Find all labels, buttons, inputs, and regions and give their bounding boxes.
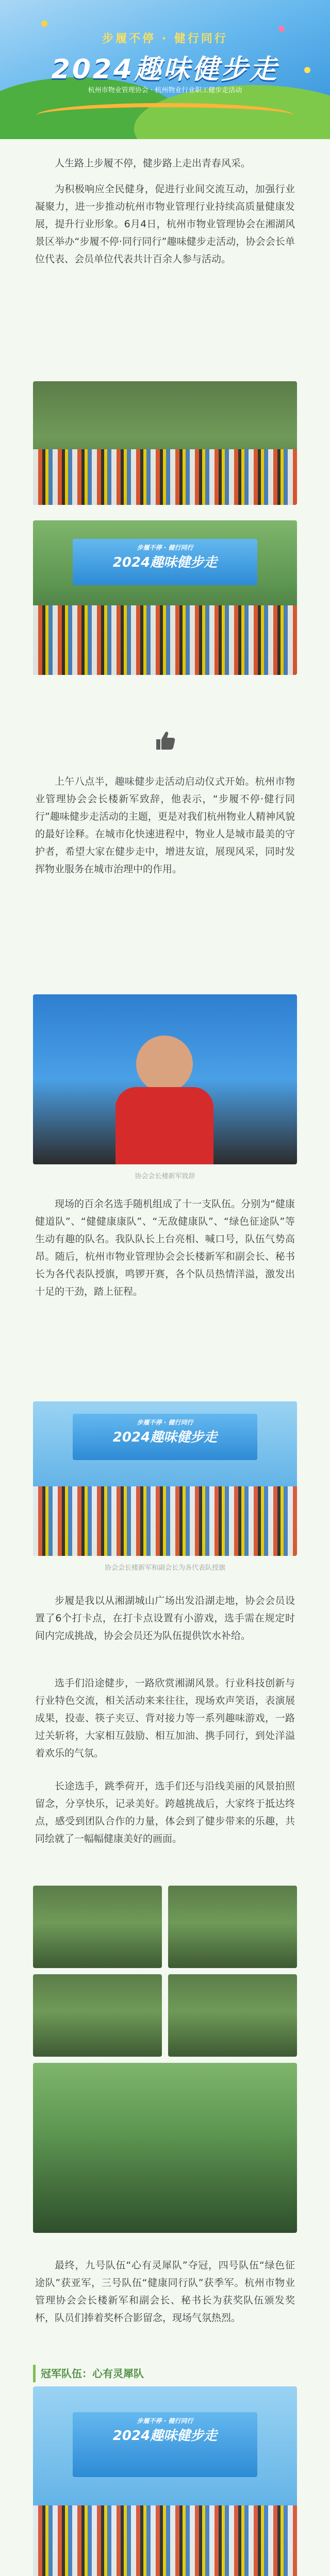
grid-photo <box>33 1974 162 2057</box>
banner-small-text: 步履不停 · 健行同行 <box>137 1419 193 1426</box>
paragraph: 最终，九号队伍“心有灵犀队”夺冠，四号队伍“绿色征途队”获亚军，三号队伍“健康同行队”获季军。杭州市物业管理协会会长楼新军和副会长、秘书长为获奖队伍颁发奖杯，队员们捧着奖杯合影留念，现场气氛热烈。 <box>35 2260 295 2324</box>
photo-stage-banner <box>33 520 297 675</box>
crowd-shape <box>33 449 297 505</box>
photo-grid <box>33 1886 297 2236</box>
hero-org: 杭州市物业管理协会 · 杭州物业行业职工健步走活动 <box>88 87 242 94</box>
paragraph: 选手们沿途健步，一路欣赏湘湖风景。行业科技创新与行业特色交流，相关活动来来往往，现场欢声笑语，表演展成果，投壶、筷子夹豆、背对接力等一系列趣味游戏，一路过关斩将，大家相互鼓励、相互加油、携手同行，到处洋溢着欢乐的气氛。 <box>35 1677 295 1759</box>
banner-small-text: 步履不停 · 健行同行 <box>137 544 193 551</box>
paragraph: 步履是我以从湘湖城山广场出发沿湖走地，协会会员设置了6个打卡点，在打卡点设置有小游戏，选手需在规定时间内完成挑战，协会会员还为队伍提供饮水补给。 <box>35 1595 295 1641</box>
photo-speaker <box>33 994 297 1164</box>
grid-photo <box>168 1886 297 1968</box>
banner-small-text: 步履不停 · 健行同行 <box>137 2417 193 2425</box>
photo-caption: 协会会长楼新军致辞 <box>135 1173 195 1180</box>
paragraph: 人生路上步履不停，健步路上走出青春风采。 <box>55 158 251 169</box>
stage-banner <box>73 539 257 585</box>
banner-big-text: 2024趣味健步走 <box>112 1430 218 1445</box>
award-section <box>33 2365 297 2576</box>
photo-group-steps <box>33 381 297 505</box>
paragraph: 上午八点半，趣味健步走活动启动仪式开始。杭州市物业管理协会会长楼新军致辞，他表示，“步履不停·健行同行”趣味健步走活动的主题，更是对我们杭州物业人精神风貌的最好诠释。在城市化快速进程中，物业人是城市最美的守护者，希望大家在健步走中，增进友谊，展现风采，同时发挥物业服务在城市治理中的作用。 <box>35 776 295 875</box>
track-shape <box>36 103 294 128</box>
hero-banner <box>0 0 330 139</box>
hero-subtitle: 步履不停 · 健行同行 <box>102 32 228 45</box>
crowd-shape <box>33 1486 297 1556</box>
photo-caption: 协会会长楼新军和副会长为各代表队授旗 <box>104 1564 225 1572</box>
speaker-head <box>136 1036 193 1092</box>
stage-banner <box>73 1414 257 1460</box>
grid-photo-wide <box>33 2063 297 2233</box>
crowd-shape <box>33 2505 297 2576</box>
paragraph: 现场的百余名选手随机组成了十一支队伍。分别为“健康健道队”、“健健康康队”、“无敌健康队”、“绿色征途队”等生动有趣的队名。我队队长上台亮相、喊口号，队伍气势高昂。随后，杭州市物业管理协会会长楼新军和副会长、秘书长为各代表队授旗，鸣锣开赛，各个队员热情洋溢，激发出十足的干劲，踏上征程。 <box>35 1198 295 1297</box>
speaker-shirt <box>116 1087 213 1164</box>
banner-big-text: 2024趣味健步走 <box>112 2428 218 2444</box>
award-label: 冠军队伍：心有灵犀队 <box>33 2365 297 2382</box>
hero-title: 2024趣味健步走 <box>51 54 279 85</box>
grid-photo <box>168 1974 297 2057</box>
banner-big-text: 2024趣味健步走 <box>112 555 218 570</box>
grid-photo <box>33 1886 162 1968</box>
paragraph: 长途选手，跳季荷开，选手们还与沿线美丽的风景拍照留念，分享快乐，记录美好。跨越挑战后，大家终于抵达终点，感受到团队合作的力量，体会到了健步带来的乐趣，共同绘就了一幅幅健康美好的画面。 <box>35 1781 295 1844</box>
crowd-shape <box>33 605 297 675</box>
confetti-dot <box>41 21 47 27</box>
stage-banner <box>73 2412 257 2477</box>
thumbs-up-icon <box>152 728 178 754</box>
award-photo <box>33 2386 297 2576</box>
photo-team-flag <box>33 1401 297 1556</box>
paragraph: 为积极响应全民健身，促进行业间交流互动，加强行业凝聚力，进一步推动杭州市物业管理行业持续高质量健康发展，提升行业形象。6月4日，杭州市物业管理协会在湘湖风景区举办“步履不停·同行同行”趣味健步走活动，协会会长单位代表、会员单位代表共计百余人参与活动。 <box>35 183 295 265</box>
